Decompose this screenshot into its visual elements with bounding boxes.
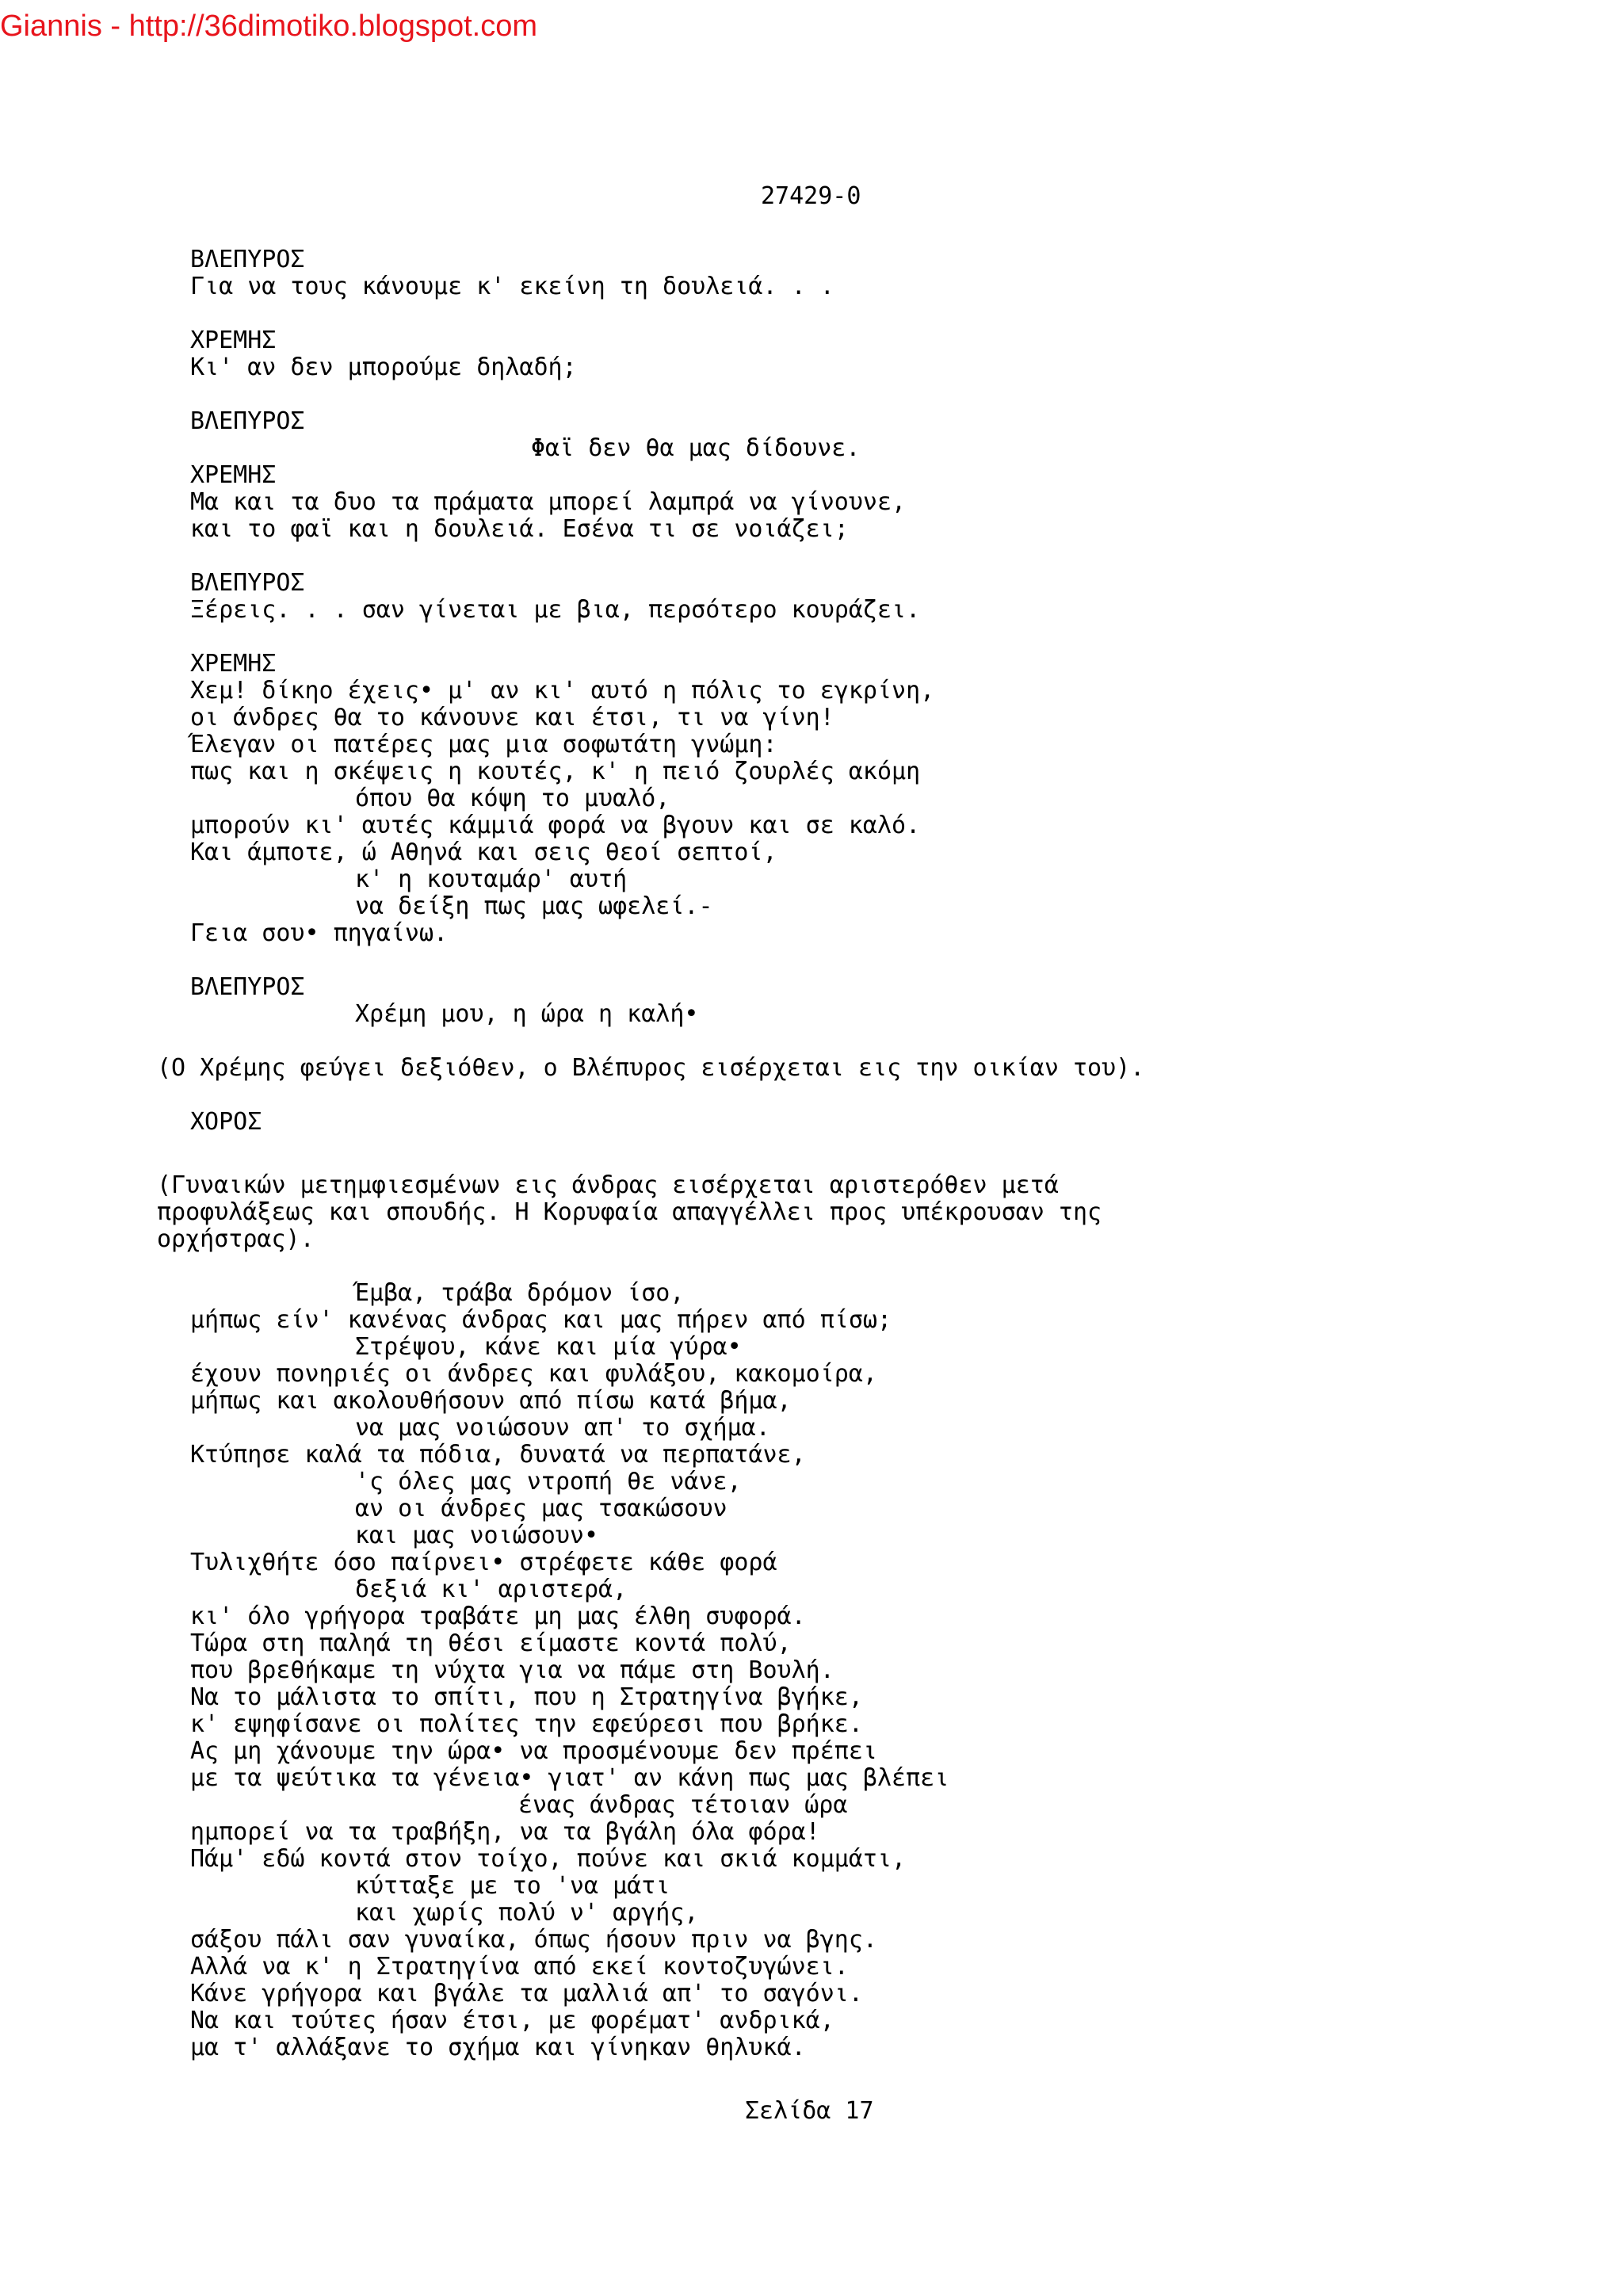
text-line: δεξιά κι' αριστερά, [355,1576,628,1603]
text-line: να μας νοιώσουν απ' το σχήμα. [355,1414,770,1442]
text-line: που βρεθήκαμε τη νύχτα για να πάμε στη Βουλή. [190,1656,834,1684]
text-line: Να και τούτες ήσαν έτσι, με φορέματ' ανδρικά, [190,2007,834,2034]
text-line: ΧΡΕΜΗΣ [190,327,277,354]
text-line: Για να τους κάνουμε κ' εκείνη τη δουλειά. . . [190,273,834,300]
text-line: Έμβα, τράβα δρόμον ίσο, [355,1279,685,1307]
text-line: ΒΛΕΠΥΡΟΣ [190,973,305,1001]
text-line: οι άνδρες θα το κάνουνε και έτσι, τι να γίνη! [190,704,834,732]
text-line: ΧΡΕΜΗΣ [190,461,277,489]
text-line: μα τ' αλλάξανε το σχήμα και γίνηκαν θηλυκά. [190,2034,806,2061]
text-line: Πάμ' εδώ κοντά στον τοίχο, πούνε και σκιά κομμάτι, [190,1845,907,1873]
text-line: 27429-0 [761,182,861,210]
text-line: (Γυναικών μετημφιεσμένων εις άνδρας εισέρχεται αριστερόθεν μετά [157,1171,1059,1199]
text-line: ημπορεί να τα τραβήξη, να τα βγάλη όλα φόρα! [190,1818,820,1846]
text-line: κύτταξε με το 'να μάτι [355,1872,670,1900]
text-line: Έλεγαν οι πατέρες μας μια σοφωτάτη γνώμη: [190,731,777,758]
text-line: μήπως είν' κανένας άνδρας και μας πήρεν από πίσω; [190,1306,892,1334]
text-line: κ' η κουταμάρ' αυτή [355,865,628,893]
text-line: Κτύπησε καλά τα πόδια, δυνατά να περπατάνε, [190,1441,806,1469]
text-line: ΒΛΕΠΥΡΟΣ [190,407,305,435]
text-line: ΧΡΕΜΗΣ [190,650,277,678]
text-line: ΒΛΕΠΥΡΟΣ [190,569,305,597]
text-line: μπορούν κι' αυτές κάμμιά φορά να βγουν και σε καλό. [190,812,921,839]
text-line: όπου θα κόψη το μυαλό, [355,785,670,812]
text-line: Χεμ! δίκηο έχεις• μ' αν κι' αυτό η πόλις το εγκρίνη, [190,677,935,705]
text-line: Γεια σου• πηγαίνω. [190,919,449,947]
text-line: Αλλά να κ' η Στρατηγίνα από εκεί κοντοζυγώνει. [190,1953,849,1981]
text-line: να δείξη πως μας ωφελεί.- [355,892,713,920]
text-line: Σελίδα 17 [745,2097,874,2125]
text-line: κ' εψηφίσανε οι πολίτες την εφεύρεσι που βρήκε. [190,1710,863,1738]
text-line: πως και η σκέψεις η κουτές, κ' η πειό ζουρλές ακόμη [190,758,921,785]
text-line: Φαϊ δεν θα μας δίδουνε. [531,434,861,462]
text-line: ένας άνδρας τέτοιαν ώρα [518,1791,848,1819]
text-line: Τυλιχθήτε όσο παίρνει• στρέφετε κάθε φορά [190,1549,777,1576]
text-line: 'ς όλες μας ντροπή θε νάνε, [355,1468,742,1496]
text-line: Ας μη χάνουμε την ώρα• να προσμένουμε δεν πρέπει [190,1737,877,1765]
text-line: ΧΟΡΟΣ [190,1108,262,1136]
blog-watermark: Giannis - http://36dimotiko.blogspot.com [0,10,538,43]
text-line: και το φαϊ και η δουλειά. Εσένα τι σε νοιάζει; [190,515,849,543]
text-line: προφυλάξεως και σπουδής. Η Κορυφαία απαγγέλλει προς υπέκρουσαν της [157,1198,1102,1226]
text-line: κι' όλο γρήγορα τραβάτε μη μας έλθη συφορά. [190,1603,806,1630]
text-line: αν οι άνδρες μας τσακώσουν [355,1495,727,1522]
text-line: (Ο Χρέμης φεύγει δεξιόθεν, ο Βλέπυρος εισέρχεται εις την οικίαν του). [157,1054,1145,1082]
text-line: Κάνε γρήγορα και βγάλε τα μαλλιά απ' το σαγόνι. [190,1980,863,2008]
text-line: ΒΛΕΠΥΡΟΣ [190,246,305,273]
text-line: Να το μάλιστα το σπίτι, που η Στρατηγίνα βγήκε, [190,1683,863,1711]
text-line: Μα και τα δυο τα πράματα μπορεί λαμπρά να γίνουνε, [190,488,907,516]
text-line: έχουν πονηριές οι άνδρες και φυλάξου, κακομοίρα, [190,1360,877,1388]
text-line: και χωρίς πολύ ν' αργής, [355,1899,699,1927]
text-line: Και άμποτε, ώ Αθηνά και σεις θεοί σεπτοί, [190,839,777,866]
text-line: Τώρα στη παληά τη θέσι είμαστε κοντά πολύ, [190,1629,792,1657]
text-line: Ξέρεις. . . σαν γίνεται με βια, περσότερο κουράζει. [190,596,921,624]
text-line: ορχήστρας). [157,1225,315,1253]
text-line: Στρέψου, κάνε και μία γύρα• [355,1333,742,1361]
text-line: Κι' αν δεν μπορούμε δηλαδή; [190,353,577,381]
text-line: σάξου πάλι σαν γυναίκα, όπως ήσουν πριν να βγης. [190,1926,877,1954]
text-line: Χρέμη μου, η ώρα η καλή• [355,1000,699,1028]
text-line: μήπως και ακολουθήσουν από πίσω κατά βήμα, [190,1387,792,1415]
text-line: με τα ψεύτικα τα γένεια• γιατ' αν κάνη πως μας βλέπει [190,1764,949,1792]
text-line: και μας νοιώσουν• [355,1522,599,1549]
